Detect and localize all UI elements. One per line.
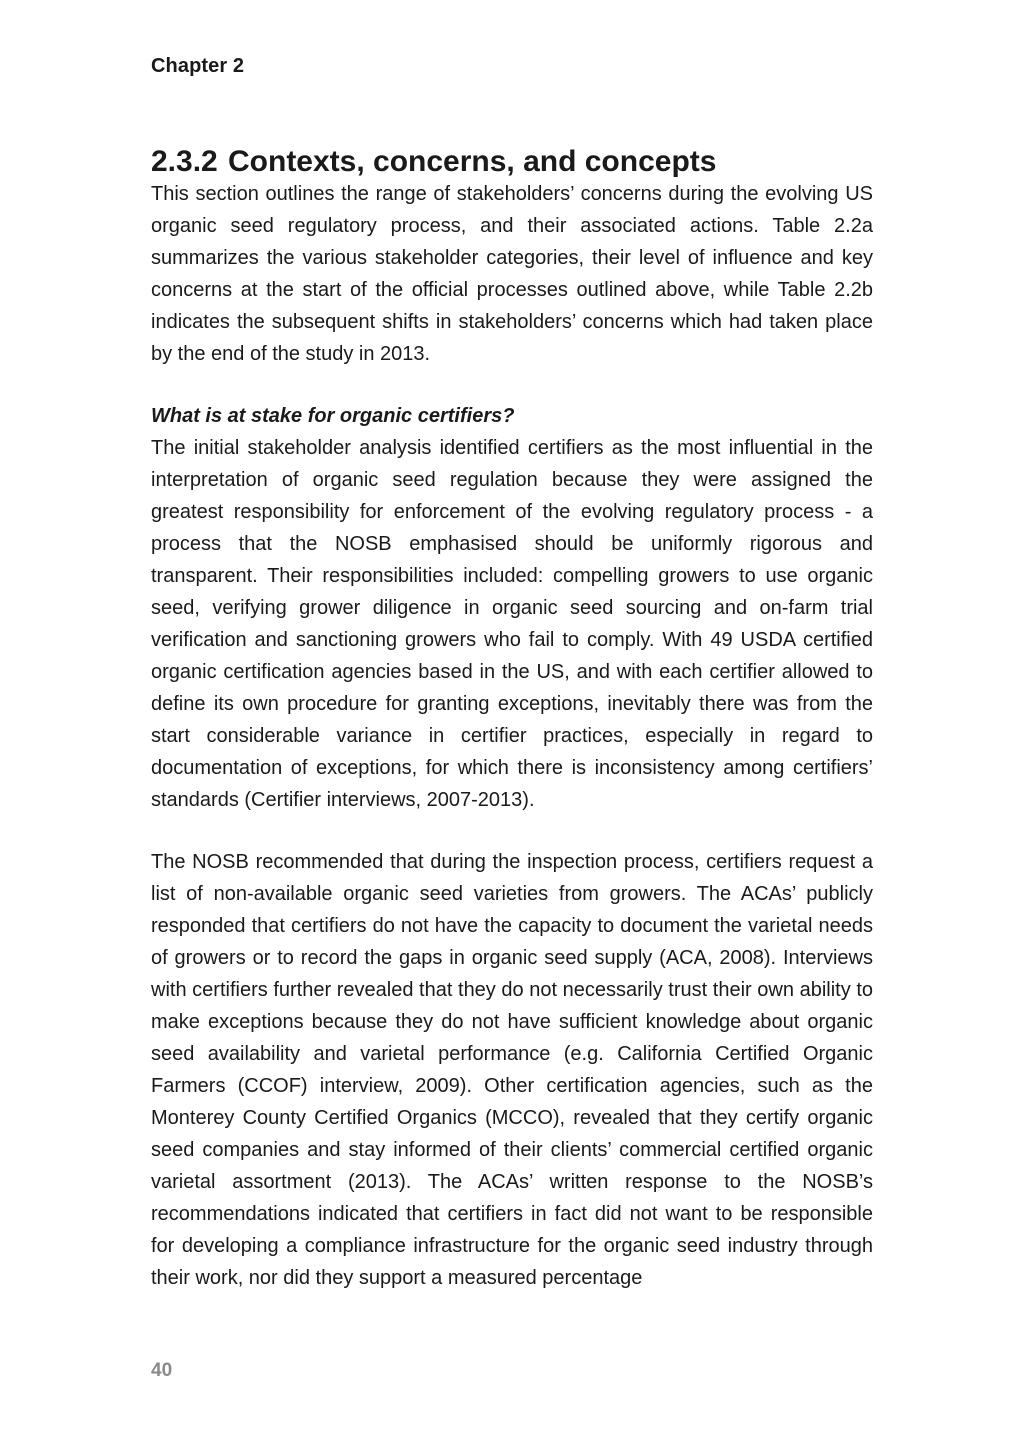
paragraph-gap bbox=[151, 816, 873, 846]
section-number: 2.3.2 bbox=[151, 145, 218, 178]
body-paragraph-2: The NOSB recommended that during the inspection process, certifiers request a list of non-available organic seed varieties from growers. The ACAs’ publicly responded that certifiers do not have the capacity to document the varietal needs of growers or to record the gaps in organic seed supply (ACA, 2008). Interviews with certifiers further revealed that they do not necessarily trust their own ability to make exceptions because they do not have sufficient knowledge about organic seed availability and varietal performance (e.g. California Certified Organic Farmers (CCOF) interview, 2009). Other certification agencies, such as the Monterey County Certified Organics (MCCO), revealed that they certify organic seed companies and stay informed of their clients’ commercial certified organic varietal assortment (2013). The ACAs’ written response to the NOSB’s recommendations indicated that certifiers in fact did not want to be responsible for developing a compliance infrastructure for the organic seed industry through their work, nor did they support a measured percentage bbox=[151, 851, 873, 1289]
body-content bbox=[151, 145, 873, 1294]
page-number: 40 bbox=[151, 1360, 173, 1381]
paragraph-gap bbox=[151, 370, 873, 400]
section-heading bbox=[151, 145, 873, 178]
section-title: Contexts, concerns, and concepts bbox=[228, 145, 717, 178]
intro-paragraph: This section outlines the range of stakeholders’ concerns during the evolving US organic seed regulatory process, and their associated actions. Table 2.2a summarizes the various stakeholder categories, their level of influence and key concerns at the start of the official processes outlined above, while Table 2.2b indicates the subsequent shifts in stakeholders’ concerns which had taken place by the end of the study in 2013. bbox=[151, 183, 873, 365]
chapter-label: Chapter 2 bbox=[151, 55, 245, 77]
subsection-title: What is at stake for organic certifiers? bbox=[151, 405, 515, 427]
body-paragraph-1: The initial stakeholder analysis identified certifiers as the most influential in the interpretation of organic seed regulation because they were assigned the greatest responsibility for enforcement of the evolving regulatory process - a process that the NOSB emphasised should be uniformly rigorous and transparent. Their responsibilities included: compelling growers to use organic seed, verifying grower diligence in organic seed sourcing and on-farm trial verification and sanctioning growers who fail to comply. With 49 USDA certified organic certification agencies based in the US, and with each certifier allowed to define its own procedure for granting exceptions, inevitably there was from the start considerable variance in certifier practices, especially in regard to documentation of exceptions, for which there is inconsistency among certifiers’ standards (Certifier interviews, 2007-2013). bbox=[151, 437, 873, 811]
